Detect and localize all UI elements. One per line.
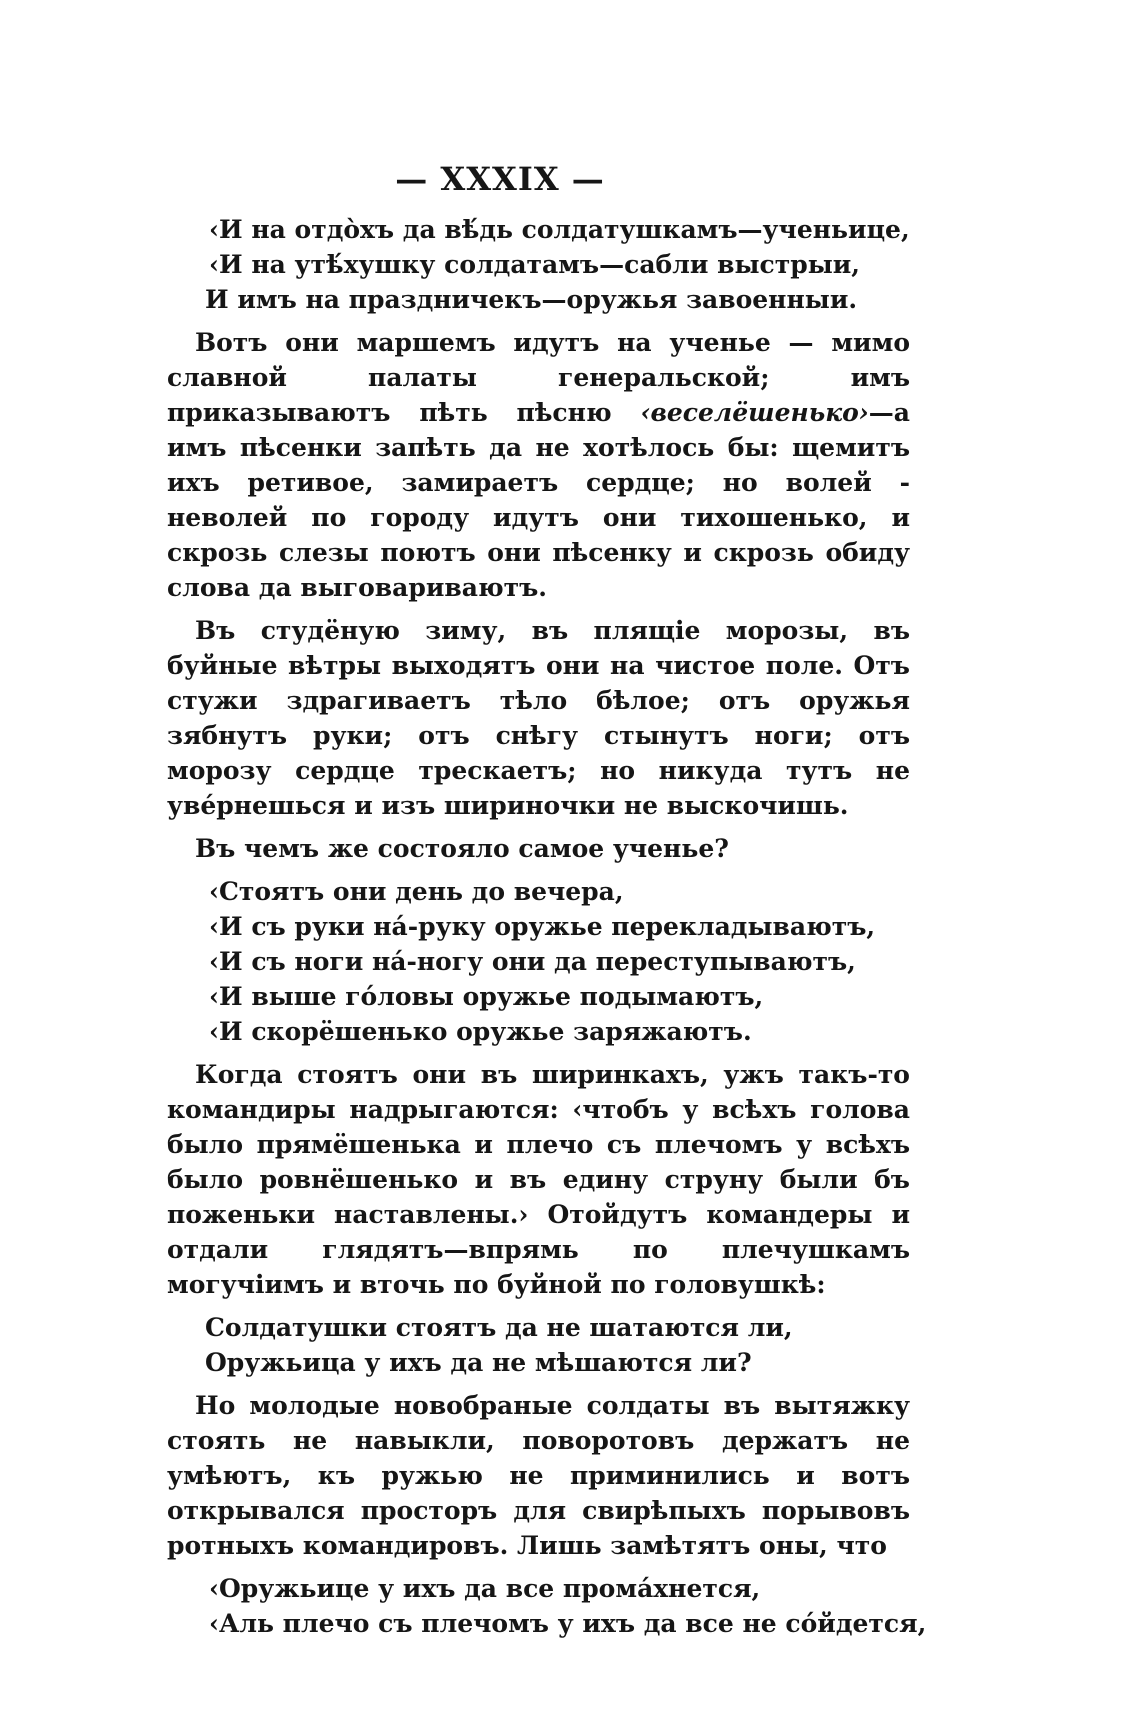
verse-line: ‹И на утѣ́хушку солдатамъ—сабли выстрыи, [209, 250, 861, 279]
verse-line: ‹Оружьице у ихъ да все прома́хнется, [209, 1574, 761, 1603]
verse-line: И имъ на праздничекъ—оружья завоенныи. [205, 285, 858, 314]
page-number: — XXXIX — [395, 160, 605, 198]
verse-line: ‹И съ руки на́-руку оружье перекладываютъ, [209, 912, 876, 941]
paragraph: Въ чемъ же состояло самое ученье? [195, 834, 729, 863]
verse-line: ‹Аль плечо съ плечомъ у ихъ да все не со́йдется, [209, 1609, 927, 1638]
verse-line: ‹И выше го́ловы оружье подымаютъ, [209, 982, 764, 1011]
verse-block-3 [167, 1310, 910, 1380]
paragraph [167, 325, 910, 605]
verse-block-2 [167, 874, 910, 1049]
verse-line: ‹И скорёшенько оружье заряжаютъ. [209, 1017, 752, 1046]
paragraph: Когда стоятъ они въ ширинкахъ, ужъ такъ-то командиры надрыгаются: ‹чтобъ у всѣхъ голова было прямёшенька и плечо съ плечомъ у всѣхъ было ровнёшенько и въ едину струну были бъ поженьки наставлены.› Отойдутъ командеры и отдали глядятъ—впрямь по плечушкамъ могучіимъ и вточь по буйной по головушкѣ: [167, 1060, 910, 1299]
paragraph-text: —а имъ пѣсенки запѣть да не хотѣлось бы: щемитъ ихъ ретивое, замираетъ сердце; но волей - неволей по городу идутъ они тихошенько, и скрозь слезы поютъ они пѣсенку и скрозь обиду слова да выговариваютъ. [167, 398, 910, 602]
verse-line: Солдатушки стоятъ да не шатаются ли, [205, 1313, 793, 1342]
verse-block-1 [167, 212, 910, 317]
paragraph-text: Вотъ они маршемъ идутъ на ученье — мимо славной палаты генеральской; имъ приказываютъ пѣть пѣсню [167, 328, 910, 427]
verse-line: Оружьица у ихъ да не мѣшаются ли? [205, 1348, 752, 1377]
page-text [167, 212, 927, 1641]
paragraph: Въ студёную зиму, въ плящіе морозы, въ буйные вѣтры выходятъ они на чистое поле. Отъ стужи здрагиваетъ тѣло бѣлое; отъ оружья зябнутъ руки; отъ снѣгу стынутъ ноги; отъ морозу сердце трескаетъ; но никуда тутъ не увéрнешься и изъ шириночки не выскочишь. [167, 616, 910, 820]
verse-block-4 [167, 1571, 927, 1641]
paragraph: Но молодые новобраные солдаты въ вытяжку стоять не навыкли, поворотовъ держатъ не умѣютъ, къ ружью не приминились и вотъ открывался просторъ для свирѣпыхъ порывовъ ротныхъ командировъ. Лишь замѣтятъ оны, что [167, 1391, 910, 1560]
verse-line: ‹И на отдо̀хъ да вѣ́дь солдатушкамъ—ученьице, [209, 215, 910, 244]
verse-line: ‹И съ ноги на́-ногу они да переступываютъ, [209, 947, 856, 976]
song-title: ‹веселёшенько› [640, 398, 869, 427]
verse-line: ‹Стоятъ они день до вечера, [209, 877, 624, 906]
